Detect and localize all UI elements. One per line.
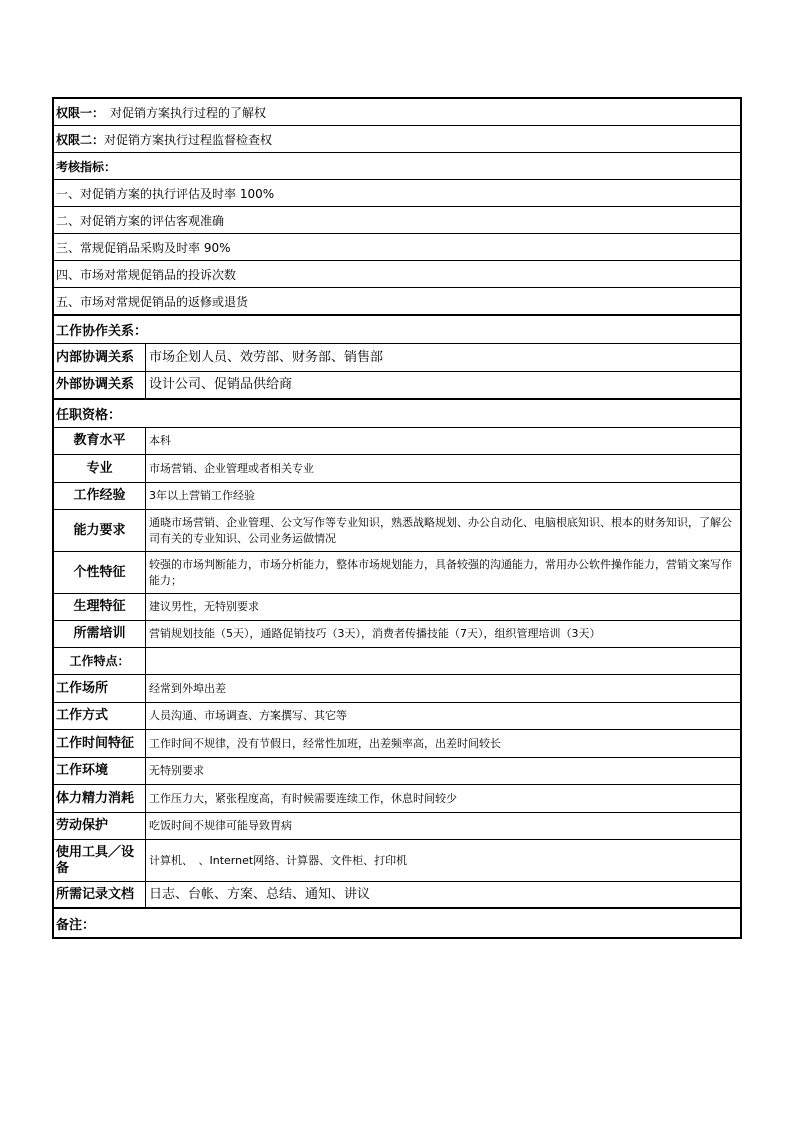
qualification-label: 教育水平: [54, 428, 146, 454]
qualification-value: 3年以上营销工作经验: [149, 489, 255, 502]
kpi-item-row: [54, 288, 740, 316]
work-label: 劳动保护: [54, 813, 146, 839]
work-value: 经常到外埠出差: [149, 681, 226, 695]
qualification-label: 专业: [54, 455, 146, 482]
work-label: 工作场所: [54, 675, 146, 702]
qualification-label: 能力要求: [54, 510, 146, 551]
rights-text-1: 对促销方案执行过程的了解权: [110, 105, 267, 120]
qualification-row: [54, 455, 740, 483]
external-relations-row: [54, 372, 740, 400]
work-label: 工作方式: [54, 703, 146, 729]
qualification-row: [54, 594, 740, 621]
qualification-row: [54, 552, 740, 594]
work-value: 工作压力大，紧张程度高，有时候需要连续工作，休息时间较少: [149, 791, 457, 805]
remarks-label: 备注：: [56, 917, 96, 933]
rights-label-2: 权限二：: [56, 132, 105, 147]
relations-header-row: [54, 316, 740, 344]
remarks-row: [54, 909, 740, 937]
work-row: [54, 730, 740, 758]
work-label: 体力精力消耗: [54, 785, 146, 812]
work-value: 吃饭时间不规律可能导致胃病: [149, 819, 292, 832]
rights-row-2: [54, 126, 740, 153]
qualifications-header-row: [54, 400, 740, 428]
rights-label-1: 权限一：: [56, 105, 105, 120]
rights-text-2: 对促销方案执行过程监督检查权: [104, 132, 273, 147]
rights-row-1: [54, 99, 740, 126]
qualification-value: 营销规划技能（5天），通路促销技巧（3天），消费者传播技能（7天），组织管理培训（3天）: [149, 627, 601, 640]
qualification-label: 生理特征: [54, 594, 146, 620]
work-value: 工作时间不规律，没有节假日，经常性加班，出差频率高，出差时间较长: [149, 736, 501, 750]
qualification-label: 工作经验: [54, 483, 146, 509]
qualification-value: 建议男性，无特别要求: [149, 600, 259, 613]
kpi-item-2: 二、对促销方案的评估客观准确: [56, 213, 225, 228]
job-description-table: [52, 97, 742, 939]
external-relations-value: 设计公司、促销品供给商: [149, 377, 293, 392]
kpi-item-row: [54, 207, 740, 234]
external-relations-label: 外部协调关系: [54, 372, 146, 398]
work-value: 计算机、 、Internet网络、计算器、文件柜、打印机: [149, 853, 408, 867]
qualification-value: 较强的市场判断能力，市场分析能力，整体市场规划能力，具备较强的沟通能力，常用办公软件操作能力，营销文案写作能力；: [149, 557, 732, 587]
kpi-item-row: [54, 234, 740, 261]
work-value: 无特别要求: [149, 764, 204, 777]
internal-relations-row: [54, 344, 740, 372]
qualification-row: [54, 428, 740, 455]
work-value: 日志、台帐、方案、总结、通知、讲议: [149, 886, 371, 902]
qualification-row: [54, 483, 740, 510]
work-row: [54, 882, 740, 909]
qualification-value: 通晓市场营销、企业管理、公文写作等专业知识，熟悉战略规划、办公自动化、电脑根底知识、根本的财务知识，了解公司有关的专业知识、公司业务运做情况: [149, 515, 732, 545]
relations-header: 工作协作关系：: [56, 324, 148, 339]
internal-relations-label: 内部协调关系: [54, 344, 146, 371]
work-label: 工作环境: [54, 758, 146, 784]
kpi-item-1: 一、对促销方案的执行评估及时率 100%: [56, 186, 275, 201]
work-value: 人员沟通、市场调查、方案撰写、其它等: [149, 709, 347, 722]
work-header-row: [54, 648, 740, 675]
qualifications-header: 任职资格：: [56, 408, 122, 423]
kpi-item-5: 五、市场对常规促销品的返修或退货: [56, 294, 249, 309]
work-label: 工作时间特征: [54, 730, 146, 757]
qualification-row: [54, 510, 740, 552]
kpi-item-3: 三、常规促销品采购及时率 90%: [56, 240, 231, 255]
qualification-row: [54, 621, 740, 648]
work-label: 所需记录文档: [54, 882, 146, 907]
kpi-header-row: [54, 153, 740, 180]
work-row: [54, 813, 740, 840]
internal-relations-value: 市场企划人员、效劳部、财务部、销售部: [149, 349, 384, 365]
kpi-item-row: [54, 180, 740, 207]
work-row: [54, 840, 740, 882]
work-label: 使用工具／设备: [54, 840, 146, 881]
qualification-value: 本科: [149, 434, 171, 447]
work-row: [54, 785, 740, 813]
qualification-label: 所需培训: [54, 621, 146, 647]
kpi-header: 考核指标：: [56, 159, 117, 174]
qualification-value: 市场营销、企业管理或者相关专业: [149, 461, 314, 475]
kpi-item-row: [54, 261, 740, 288]
work-row: [54, 703, 740, 730]
work-header: 工作特点：: [54, 648, 146, 674]
kpi-item-4: 四、市场对常规促销品的投诉次数: [56, 267, 237, 282]
work-row: [54, 675, 740, 703]
work-row: [54, 758, 740, 785]
qualification-label: 个性特征: [54, 552, 146, 593]
